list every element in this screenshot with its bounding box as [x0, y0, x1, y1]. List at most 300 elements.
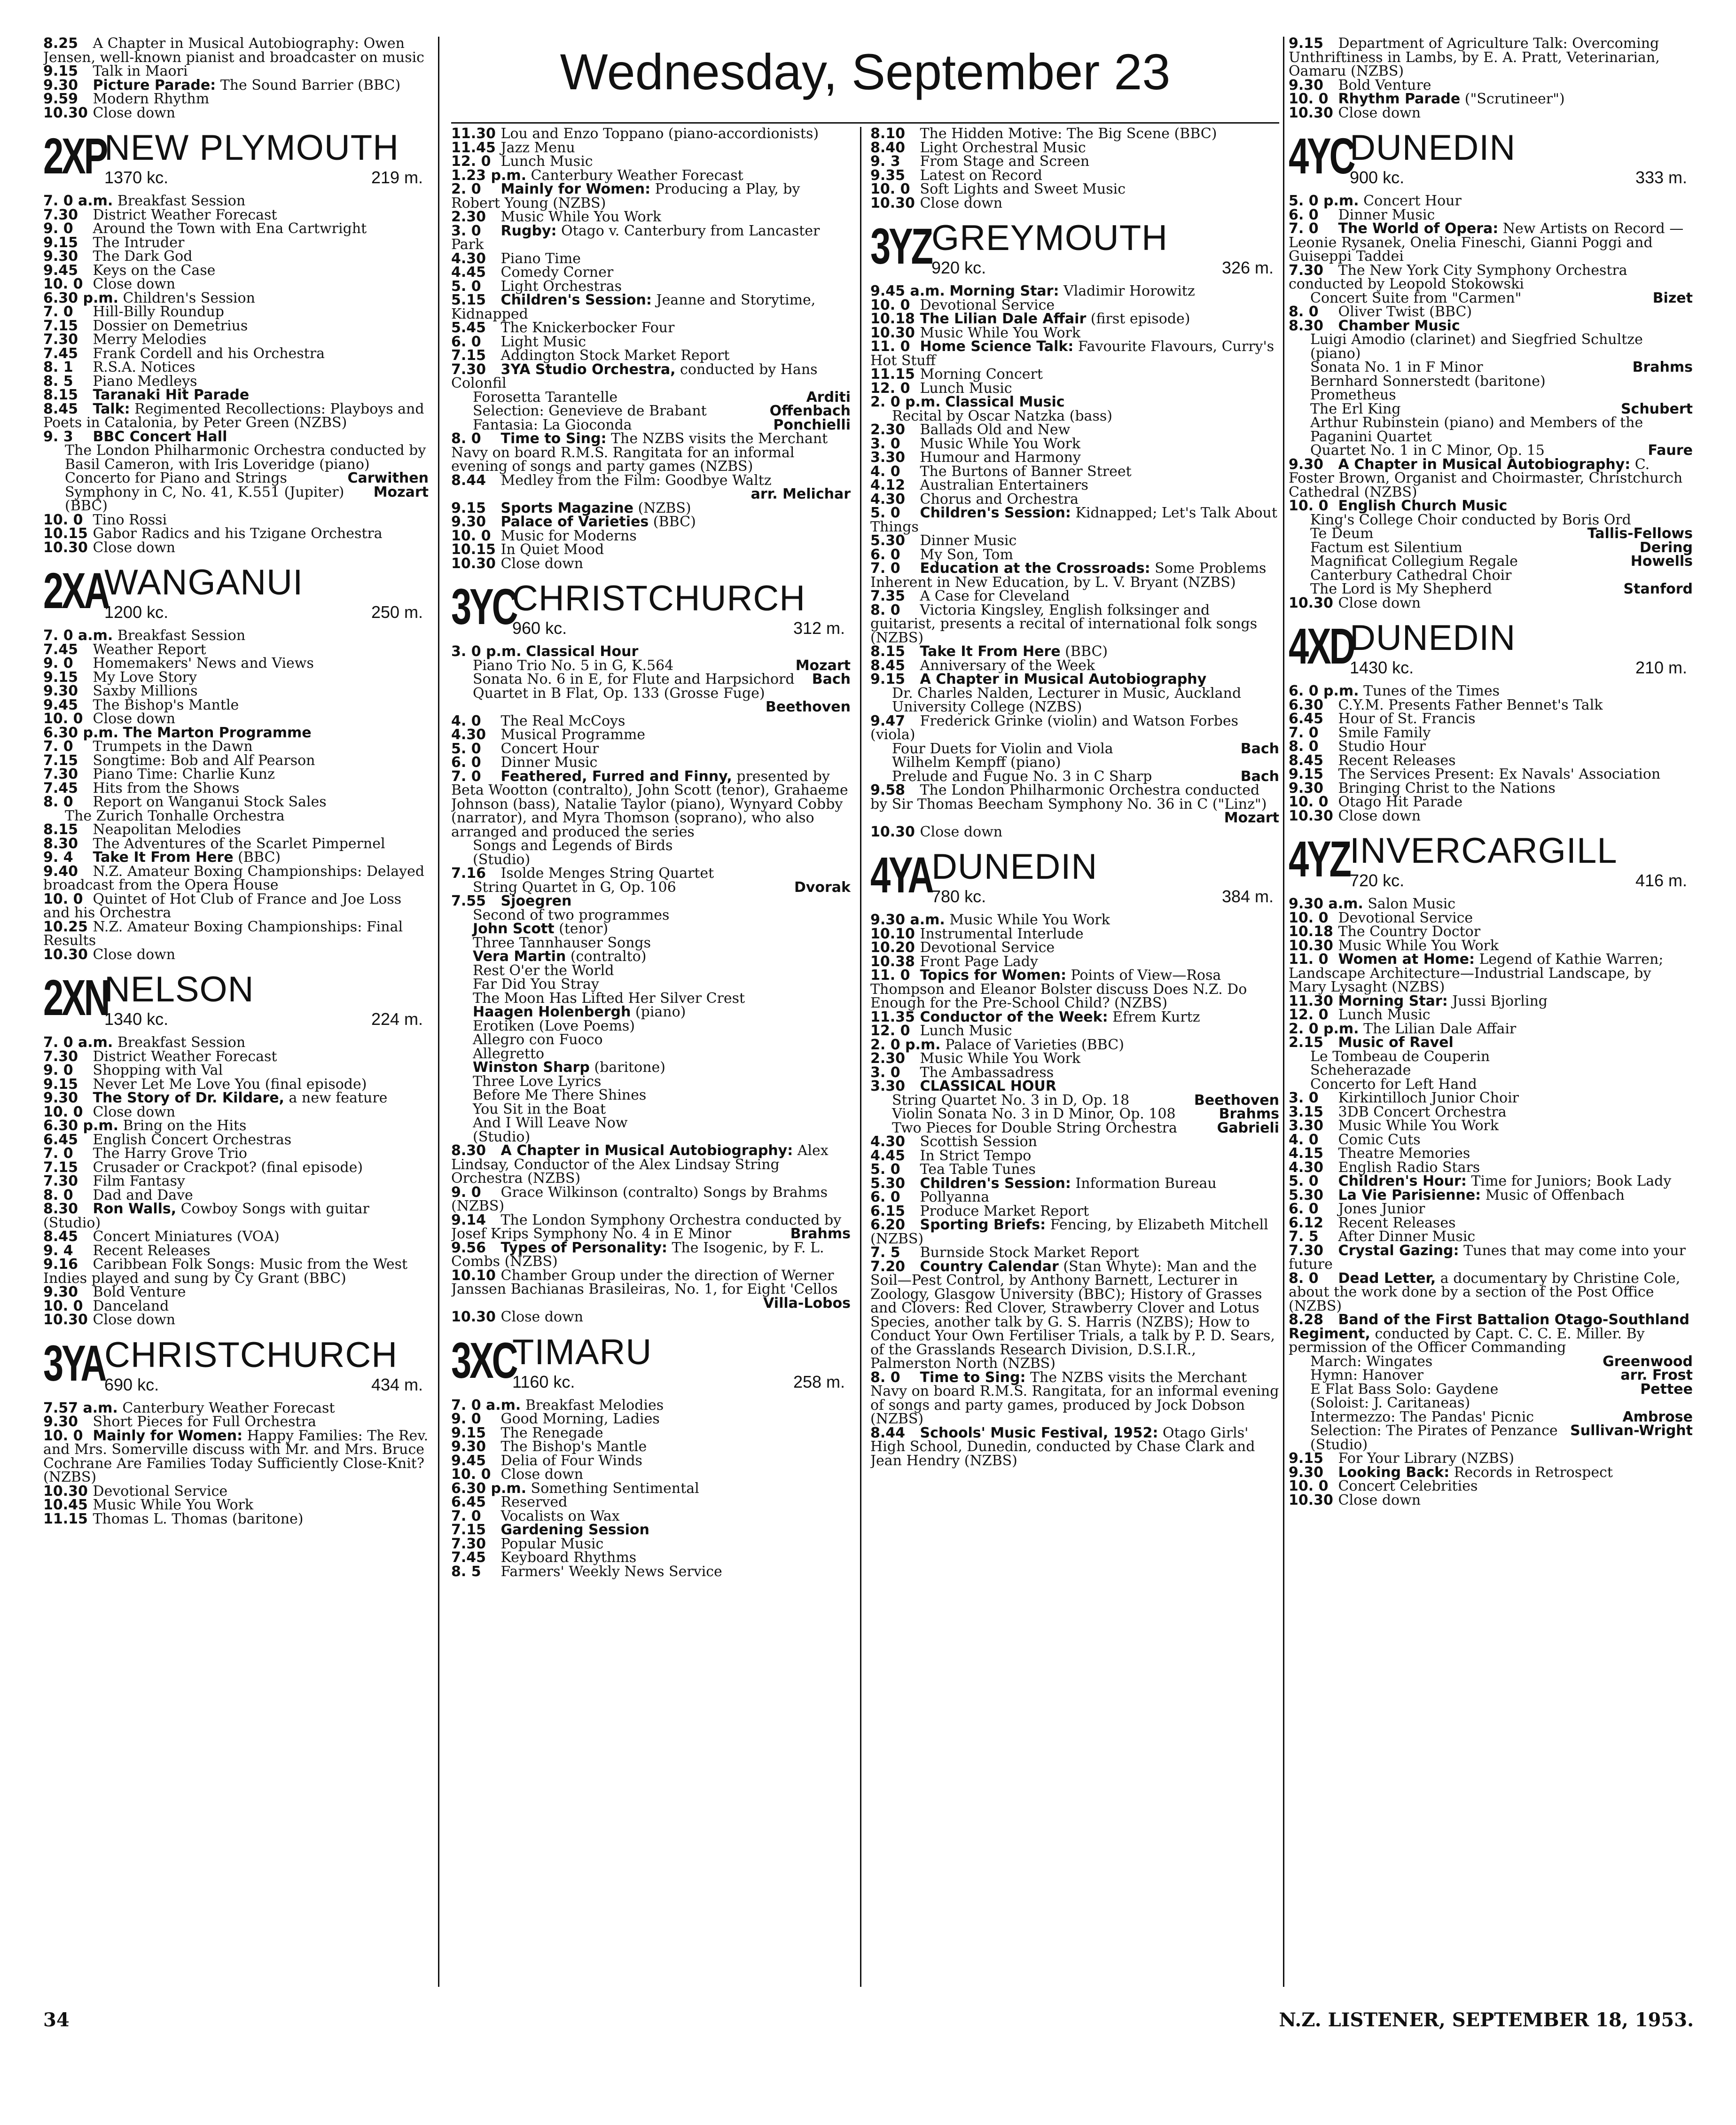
entry-text: Tunes of the Times [1363, 683, 1500, 699]
entry-feature: Mainly for Women: [500, 181, 651, 197]
station-callsign: 3YA [43, 1334, 105, 1391]
entry-time: 10.18 [1289, 923, 1333, 940]
programme-detail [451, 1005, 851, 1019]
programme-entry [1289, 1008, 1693, 1022]
station-heading [43, 126, 429, 191]
entry-text: Comic Cuts [1338, 1131, 1421, 1148]
entry-time: 6. 0 [870, 1189, 900, 1205]
entry-feature: Take It From Here [920, 643, 1061, 660]
programme-entry [43, 837, 429, 851]
station-city: WANGANUI [104, 562, 304, 602]
entry-time: 9.45 [43, 696, 78, 713]
entry-text: Lunch Music [920, 380, 1012, 397]
entry-text: Weather Report [93, 641, 206, 658]
entry-time: 10.30 [43, 1483, 88, 1500]
entry-time: 10.45 [43, 1497, 88, 1513]
entry-text: For Your Library (NZBS) [1338, 1450, 1514, 1467]
entry-text: Dr. Charles Nalden, Lecturer in Music, Auckland University College (NZBS) [892, 685, 1242, 715]
programme-entry [1289, 925, 1693, 939]
entry-text: Light Orchestral Music [920, 139, 1086, 156]
station-wavelength: 224 m. [371, 1009, 423, 1029]
programme-detail [451, 391, 851, 405]
programme-entry [451, 1412, 851, 1426]
entry-feature: The Lilian Dale Affair [920, 311, 1087, 327]
entry-text: Close down [93, 946, 176, 963]
entry-text: Grace Wilkinson (contralto) Songs by Brahms (NZBS) [451, 1184, 828, 1214]
entry-text: (piano) [631, 1004, 686, 1020]
station-heading [43, 1334, 429, 1398]
entry-time: 9.15 [1289, 766, 1324, 782]
entry-text: Recent Releases [1338, 1214, 1456, 1231]
programme-entry [870, 478, 1279, 492]
entry-text: Concert Suite from "Carmen" [1310, 289, 1522, 306]
programme-detail [451, 936, 851, 950]
entry-time: 9.47 [870, 712, 906, 729]
composer-wrap [1633, 1383, 1693, 1397]
entry-time: 6.20 [870, 1217, 906, 1233]
programme-detail [43, 499, 429, 513]
composer-wrap [1187, 1094, 1279, 1108]
entry-time: 8.25 [43, 37, 78, 52]
station-callsign: 4XD [1289, 617, 1354, 674]
entry-time: 7.45 [43, 780, 78, 797]
entry-text: Close down [500, 1309, 584, 1325]
entry-text: Alex Lindsay, Conductor of the Alex Lindsay String Orchestra (NZBS) [451, 1142, 829, 1187]
entry-feature: Feathered, Furred and Finny, [500, 768, 732, 785]
entry-feature: A Chapter in Musical Autobiography: [500, 1142, 793, 1159]
entry-text: Medley from the Film: Goodbye Waltz [500, 472, 772, 489]
entry-text: Quintet of Hot Club of France and Joe Loss and his Orchestra [43, 891, 402, 921]
entry-time: 12. 0 [870, 380, 910, 397]
programme-detail [870, 756, 1279, 770]
programme-detail [43, 485, 429, 500]
station-heading [43, 968, 429, 1033]
entry-text: Music While You Work [500, 209, 662, 225]
station-frequency: 1200 kc. [104, 602, 169, 622]
programme-detail [43, 444, 429, 471]
entry-text: Saxby Millions [93, 683, 198, 699]
entry-text: Music While You Work [920, 324, 1081, 341]
entry-text: Breakfast Session [117, 1034, 246, 1051]
programme-detail [870, 409, 1279, 423]
entry-time: 7. 0 [451, 768, 481, 785]
station-frequency: 920 kc. [931, 258, 986, 277]
entry-text: March: Wingates [1310, 1353, 1433, 1370]
programme-entry [451, 529, 851, 543]
entry-text: My Love Story [93, 669, 197, 686]
entry-time: 10. 0 [43, 1103, 83, 1120]
programme-detail [1289, 333, 1693, 360]
composer-wrap [787, 881, 851, 895]
entry-time: 6.15 [870, 1203, 906, 1219]
entry-feature: Morning Star: [1338, 992, 1448, 1009]
programme-detail [43, 471, 429, 485]
entry-feature: John Scott [473, 921, 555, 937]
programme-entry [1289, 994, 1693, 1008]
station-frequency: 720 kc. [1350, 871, 1405, 890]
entry-time: 4. 0 [451, 712, 481, 729]
entry-time: 9.30 [43, 1284, 78, 1300]
entry-time: 3. 0 [451, 222, 481, 239]
entry-time: 7.16 [451, 865, 486, 882]
entry-composer: Howells [1630, 553, 1693, 570]
entry-time: 7.30 [43, 331, 78, 348]
entry-text: The Bishop's Mantle [93, 696, 239, 713]
programme-entry [1289, 740, 1693, 754]
entry-time: 9.30 [1289, 456, 1324, 473]
entry-text: a new feature [284, 1090, 388, 1106]
programme-detail [1289, 1355, 1693, 1369]
entry-text: Devotional Service [920, 939, 1055, 956]
column-2 [451, 127, 851, 1988]
composer-wrap [1613, 1368, 1693, 1383]
programme-entry [870, 326, 1279, 340]
programme-entry [43, 333, 429, 347]
entry-text: Film Fantasy [93, 1173, 185, 1189]
entry-time: 6.30 p.m. [43, 289, 118, 306]
entry-feature: Music of Ravel [1338, 1034, 1454, 1051]
entry-text: Close down [93, 1312, 176, 1328]
entry-time: 8.30 [43, 1201, 78, 1217]
programme-detail [451, 839, 851, 853]
entry-time: 8.15 [870, 643, 906, 660]
programme-entry [1289, 1479, 1693, 1493]
entry-time: 4.30 [451, 727, 486, 743]
entry-text: (BBC) [649, 514, 696, 530]
entry-feature: Children's Session: [920, 505, 1071, 521]
entry-text: You Sit in the Boat [473, 1101, 606, 1117]
entry-text: English Radio Stars [1338, 1159, 1480, 1176]
programme-entry [870, 340, 1279, 367]
entry-time: 2.30 [870, 1050, 906, 1067]
programme-entry [43, 656, 429, 671]
programme-entry [1289, 1133, 1693, 1147]
composer-wrap [1625, 360, 1693, 375]
composer-wrap [1233, 742, 1279, 756]
programme-entry [870, 284, 1279, 298]
entry-time: 10.30 [451, 1309, 496, 1325]
programme-entry [1289, 106, 1693, 120]
entry-text: (NZBS) [633, 500, 691, 516]
entry-feature: The World of Opera: [1338, 220, 1499, 237]
entry-text: Te Deum [1310, 525, 1374, 542]
entry-feature: Types of Personality: [500, 1239, 667, 1256]
entry-time: 7.35 [870, 588, 906, 604]
column-rule [1283, 37, 1284, 1987]
entry-text: Musical Programme [500, 727, 646, 743]
composer-wrap [1632, 541, 1693, 555]
programme-entry [451, 543, 851, 557]
entry-time: 9.40 [43, 863, 78, 880]
programme-entry [43, 712, 429, 726]
column-rule [860, 127, 861, 1987]
entry-time: 10. 0 [43, 1427, 83, 1444]
entry-time: 6.30 p.m. [451, 1480, 526, 1497]
programme-entry [451, 1537, 851, 1551]
station-heading [1289, 829, 1693, 894]
entry-time: 7. 0 a.m. [43, 193, 113, 209]
entry-text: (Studio) [473, 851, 531, 868]
entry-text: Recent Releases [1338, 752, 1456, 769]
station-callsign: 4YA [870, 846, 932, 903]
entry-composer: Bach [812, 671, 851, 688]
station-heading [451, 577, 851, 642]
entry-time: 3. 0 [870, 435, 900, 452]
entry-time: 8.45 [43, 1228, 78, 1245]
entry-text: Gabor Radics and his Tzigane Orchestra [93, 525, 383, 542]
entry-text: Close down [920, 195, 1003, 211]
entry-time: 11.30 [451, 127, 496, 142]
programme-detail [870, 1107, 1279, 1121]
entry-time: 9. 4 [43, 849, 73, 866]
page-number: 34 [43, 2009, 70, 2031]
entry-time: 10.30 [870, 324, 915, 341]
entry-time: 10.30 [1289, 807, 1333, 824]
programme-detail [1289, 291, 1693, 305]
entry-time: 5.30 [1289, 1187, 1324, 1203]
entry-time: 11.30 [1289, 992, 1333, 1009]
programme-entry [1289, 1466, 1693, 1480]
entry-text: Fantasia: La Gioconda [473, 416, 632, 433]
entry-text: Soft Lights and Sweet Music [920, 181, 1126, 197]
entry-text: From Stage and Screen [920, 153, 1090, 170]
programme-entry [451, 224, 851, 252]
entry-time: 6. 0 p.m. [1289, 683, 1359, 699]
entry-time: 10.25 [43, 918, 88, 935]
entry-feature: Children's Session: [500, 292, 652, 308]
entry-time: 8.45 [1289, 752, 1324, 769]
entry-text: Le Tombeau de Couperin [1310, 1048, 1490, 1065]
entry-text: conducted by Hans Colonfil [451, 361, 818, 391]
entry-feature: Classical Hour [526, 643, 639, 660]
station-callsign: 2XA [43, 562, 109, 619]
entry-text: Cowboy Songs with guitar (Studio) [43, 1201, 369, 1231]
entry-time: 9.15 [451, 500, 486, 516]
entry-text: Records in Retrospect [1449, 1464, 1613, 1481]
entry-text: Selection: The Pirates of Penzance [1310, 1422, 1558, 1439]
entry-text: Factum est Silentium [1310, 539, 1462, 556]
programme-entry [43, 513, 429, 527]
entry-text: The Isogenic, by F. L. Combs (NZBS) [451, 1239, 824, 1270]
entry-time: 3.30 [870, 1078, 906, 1094]
entry-text: (BBC) [65, 498, 108, 514]
entry-text: Three Love Lyrics [473, 1073, 602, 1090]
programme-entry [870, 395, 1279, 409]
entry-time: 4.30 [1289, 1159, 1324, 1176]
programme-detail [451, 992, 851, 1006]
entry-feature: Crystal Gazing: [1338, 1242, 1459, 1259]
entry-feature: Women at Home: [1338, 951, 1475, 968]
programme-entry [1289, 1091, 1693, 1105]
programme-entry [43, 78, 429, 93]
entry-time: 6.30 [1289, 696, 1324, 713]
entry-time: 11. 0 [870, 338, 910, 355]
entry-text: The Burtons of Banner Street [920, 463, 1132, 480]
entry-time: 10.30 [1289, 104, 1333, 121]
entry-time: 3. 0 p.m. [451, 643, 522, 660]
composer-wrap [340, 471, 429, 485]
programme-detail [1289, 541, 1693, 555]
entry-text: Lunch Music [920, 1023, 1012, 1039]
programme-detail [1289, 569, 1693, 583]
entry-time: 7.30 [1289, 262, 1324, 279]
entry-composer: Ambrose [1622, 1408, 1693, 1425]
entry-time: 8. 0 [451, 430, 481, 447]
programme-entry [870, 492, 1279, 507]
entry-text: R.S.A. Notices [93, 359, 195, 375]
programme-entry [451, 127, 851, 141]
entry-time: 9. 0 [43, 1062, 73, 1078]
entry-feature: Topics for Women: [920, 967, 1066, 984]
programme-entry [451, 141, 851, 155]
programme-detail [1289, 1383, 1693, 1397]
entry-text: String Quartet No. 3 in D, Op. 18 [892, 1092, 1130, 1109]
entry-time: 10.30 [1289, 1492, 1333, 1508]
programme-entry [43, 1299, 429, 1313]
composer-wrap [1615, 1410, 1693, 1424]
entry-feature: Classical Music [945, 394, 1065, 410]
entry-feature: Sporting Briefs: [920, 1217, 1046, 1233]
programme-entry [870, 659, 1279, 673]
entry-text: Trumpets in the Dawn [93, 738, 253, 755]
programme-entry [870, 1218, 1279, 1246]
entry-time: 7.45 [43, 641, 78, 658]
station-wavelength: 434 m. [371, 1375, 423, 1394]
programme-entry [1289, 596, 1693, 610]
station-frequency: 780 kc. [931, 887, 986, 906]
programme-entry [1289, 92, 1693, 106]
composer-wrap [766, 418, 851, 432]
programme-entry [43, 781, 429, 796]
entry-feature: Home Science Talk: [920, 338, 1074, 355]
programme-entry [870, 1066, 1279, 1080]
entry-composer: Carwithen [347, 470, 429, 486]
entry-composer: Tallis-Fellows [1587, 525, 1693, 542]
entry-time: 3. 0 [870, 1064, 900, 1081]
entry-text: Fencing, by Elizabeth Mitchell (NZBS) [870, 1217, 1268, 1247]
programme-entry [451, 1509, 851, 1523]
entry-text: Dinner Music [920, 532, 1017, 549]
programme-detail [451, 1088, 851, 1102]
station-frequency: 1430 kc. [1350, 658, 1414, 677]
station-wavelength: 333 m. [1635, 168, 1687, 187]
entry-time: 4.45 [870, 1147, 906, 1164]
programme-entry [1289, 264, 1693, 291]
entry-time: 11.15 [870, 366, 915, 383]
programme-entry [451, 1454, 851, 1468]
programme-entry [870, 913, 1279, 927]
station-frequency: 1160 kc. [512, 1372, 575, 1391]
entry-text: Bring on the Hits [123, 1117, 247, 1134]
programme-entry [451, 169, 851, 183]
programme-detail [451, 404, 851, 418]
entry-text: Danceland [93, 1297, 169, 1314]
entry-text: Forosetta Tarantelle [473, 389, 618, 406]
entry-text: Modern Rhythm [93, 91, 210, 107]
entry-time: 8.45 [43, 400, 78, 417]
entry-time: 5. 0 [870, 505, 900, 521]
entry-text: Otago Girls' High School, Dunedin, conducted by Chase Clark and Jean Hendry (NZBS) [870, 1424, 1255, 1469]
programme-entry [451, 867, 851, 881]
entry-time: 9.15 [43, 234, 78, 251]
entry-feature: Children's Session: [920, 1175, 1071, 1192]
programme-entry [870, 169, 1279, 183]
programme-entry [43, 194, 429, 208]
composer-wrap [1616, 582, 1693, 596]
station-city: INVERCARGILL [1350, 831, 1618, 871]
column-1 [43, 37, 429, 2001]
programme-entry [870, 941, 1279, 955]
entry-composer: Mozart [795, 657, 851, 674]
entry-time: 10.18 [870, 311, 915, 327]
entry-text: Scottish Session [920, 1133, 1037, 1150]
programme-detail [870, 770, 1279, 784]
entry-text: Breakfast Session [117, 193, 246, 209]
entry-composer: Dvorak [794, 879, 851, 896]
entry-time: 6.45 [451, 1494, 486, 1510]
programme-entry [43, 1078, 429, 1092]
programme-entry [870, 1135, 1279, 1149]
entry-text: Kidnapped; Let's Talk About Things [870, 505, 1277, 535]
station-city: CHRISTCHURCH [512, 578, 806, 618]
entry-time: 2.30 [451, 209, 486, 225]
entry-time: 10.30 [43, 1312, 88, 1328]
programme-entry [451, 321, 851, 335]
programme-entry [1289, 78, 1693, 93]
entry-text: Light Orchestras [500, 278, 622, 295]
entry-feature: 3YA Studio Orchestra, [500, 361, 676, 378]
entry-time: 9.56 [451, 1239, 486, 1256]
entry-text: Otago Hit Parade [1338, 794, 1463, 810]
programme-entry [43, 208, 429, 222]
entry-time: 10.30 [870, 823, 915, 840]
entry-text: Concerto for Piano and Strings [65, 470, 287, 486]
programme-detail [451, 1102, 851, 1117]
entry-text: Around the Town with Ena Cartwright [93, 220, 367, 237]
entry-text: Lunch Music [500, 153, 593, 170]
programme-entry [1289, 1452, 1693, 1466]
composer-wrap [1212, 1107, 1279, 1121]
entry-text: Merry Melodies [93, 331, 207, 348]
station-city: NEW PLYMOUTH [104, 128, 399, 168]
entry-text: Wilhelm Kempff (piano) [892, 754, 1061, 771]
station-heading [43, 561, 429, 626]
programme-entry [1289, 1230, 1693, 1244]
entry-text: The London Symphony Orchestra conducted by Josef Krips Symphony No. 4 in E Minor [451, 1211, 842, 1242]
programme-detail [451, 1075, 851, 1089]
entry-time: 8.10 [870, 127, 906, 142]
composer-wrap [1645, 291, 1693, 305]
entry-time: 9.45 [451, 1452, 486, 1469]
programme-entry [43, 629, 429, 643]
entry-time: 9.30 [43, 1090, 78, 1106]
entry-text: Regimented Recollections: Playboys and Poets in Catalonia, by Peter Green (NZBS) [43, 400, 424, 431]
entry-feature: Rhythm Parade [1338, 91, 1461, 107]
entry-text: Close down [93, 711, 176, 727]
entry-text: The Lilian Dale Affair [1363, 1020, 1517, 1037]
entry-text: Keys on the Case [93, 262, 216, 279]
composer-wrap [1217, 811, 1279, 825]
entry-time: 9.15 [1289, 1450, 1324, 1467]
entry-text: The Adventures of the Scarlet Pimpernel [93, 835, 385, 852]
issue-credit: N.Z. LISTENER, SEPTEMBER 18, 1953. [1279, 2009, 1694, 2031]
programme-entry [1289, 1313, 1693, 1355]
programme-entry [43, 1050, 429, 1064]
composer-wrap [743, 487, 851, 501]
entry-text: The Moon Has Lifted Her Silver Crest [473, 990, 745, 1007]
programme-entry [43, 402, 429, 430]
programme-entry [451, 714, 851, 728]
